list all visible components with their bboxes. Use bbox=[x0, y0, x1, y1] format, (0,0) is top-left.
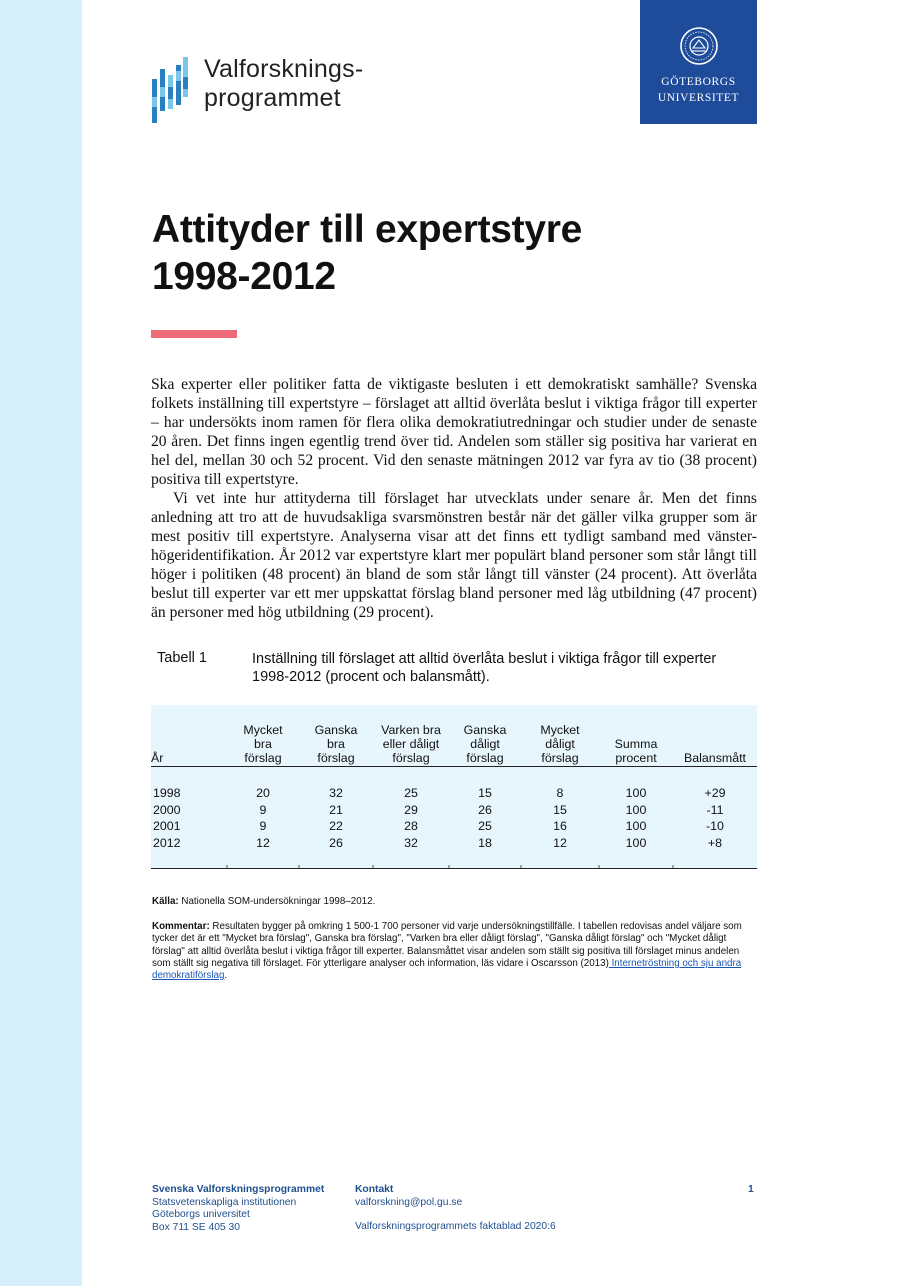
logo-line-2: programmet bbox=[204, 84, 341, 112]
cell-balansmatt: +29 bbox=[704, 786, 726, 800]
source-label: Källa: bbox=[152, 896, 179, 907]
cell-mycket-bra: 20 bbox=[256, 786, 270, 800]
university-name-line-2: UNIVERSITET bbox=[657, 92, 740, 104]
data-table bbox=[151, 723, 757, 851]
comment-text: Resultaten bygger på omkring 1 500-1 700 personer vid varje undersökningstillfälle. I tabellen redovisas andel väljare som tycker det är ett "Mycket bra förslag", Ganska bra förslag", "Varken bra eller dåligt förslag", "Ganska dåligt förslag" och "Mycket dåligt förslag" att alltid överlåta beslut i viktiga frågor till experter. Balansmåttet visar andelen som ställt sig positiva till förslaget minus andelen som ställt sig negativa till förslaget. För ytterligare analyser och information, läs vidare i Oscarsson (2013) bbox=[152, 921, 742, 969]
cell-ganska-daligt: 15 bbox=[478, 786, 492, 800]
logo-line-1: Valforsknings- bbox=[204, 55, 364, 83]
footer-contact bbox=[355, 1184, 655, 1234]
cell-varken: 28 bbox=[404, 819, 418, 833]
table-caption-label: Tabell 1 bbox=[157, 650, 207, 666]
footer-org-line-3: Box 711 SE 405 30 bbox=[152, 1221, 240, 1233]
cell-mycket-daligt: 8 bbox=[556, 786, 564, 800]
body-paragraph-2: Vi vet inte hur attityderna till förslaget har utvecklats under senare år. Men det finns anledning att tro att de huvudsakliga svarsmönstren består när det gäller vilka grupper som är mest positiv till expertstyre. Analyserna visar att det finns ett tydligt samband med vänster-högeridentifikation. År 2012 var expertstyre klart mer populärt bland personer som står långt till höger i politiken (48 procent) än bland de som står långt till vänster (24 procent). Att överlåta beslut till experter var ett mer uppskattat förslag bland personer med låg utbildning (47 procent) än personer med hög utbildning (29 procent). bbox=[151, 490, 757, 621]
table-row bbox=[151, 785, 757, 802]
header-varken: Varken bra eller dåligt förslag bbox=[373, 723, 449, 767]
footer-series: Valforskningsprogrammets faktablad 2020:6 bbox=[355, 1221, 556, 1232]
header-ganska-bra: Ganska bra förslag bbox=[299, 723, 373, 767]
cell-ganska-daligt: 18 bbox=[478, 835, 492, 850]
cell-mycket-bra: 9 bbox=[259, 802, 267, 817]
university-name-line-1: GÖTEBORGS bbox=[661, 76, 736, 88]
page-title bbox=[152, 206, 582, 300]
table-source bbox=[152, 896, 375, 907]
cell-mycket-daligt: 16 bbox=[553, 819, 567, 833]
university-logo bbox=[640, 0, 757, 124]
cell-mycket-daligt: 12 bbox=[553, 835, 567, 850]
footer-contact-heading: Kontakt bbox=[355, 1184, 394, 1195]
title-line-1: Attityder till expertstyre bbox=[152, 208, 582, 251]
valforskning-logo bbox=[152, 55, 392, 125]
cell-year: 2001 bbox=[153, 819, 181, 833]
comment-label: Kommentar: bbox=[152, 921, 210, 932]
side-color-bar bbox=[0, 0, 82, 1286]
cell-year: 1998 bbox=[153, 786, 181, 800]
cell-mycket-daligt: 15 bbox=[553, 802, 567, 817]
cell-varken: 32 bbox=[404, 835, 418, 850]
data-table-container bbox=[151, 705, 757, 869]
cell-summa: 100 bbox=[625, 835, 647, 850]
footer-contact-email[interactable]: valforskning@pol.gu.se bbox=[355, 1196, 463, 1208]
footer-org-line-2: Göteborgs universitet bbox=[152, 1209, 250, 1220]
table-header-row bbox=[151, 723, 757, 767]
body-paragraph-1: Ska experter eller politiker fatta de viktigaste besluten i ett demokratiskt samhälle? Svenska folkets inställning till expertstyre – förslaget att alltid överlåta beslut i viktiga frågor till experter – har undersökts inom ramen för flera olika demokratiutredningar och studier under de senaste 20 åren. Det finns ingen egentlig trend över tid. Andelen som ställer sig positiva har varierat en hel del, mellan 30 och 52 procent. Vid den senaste mätningen 2012 var fyra av tio (38 procent) positiva till expertstyre. bbox=[151, 376, 757, 488]
cell-balansmatt: +8 bbox=[707, 835, 723, 850]
footer-organisation bbox=[152, 1184, 352, 1234]
cell-balansmatt: -11 bbox=[706, 802, 724, 817]
cell-ganska-bra: 32 bbox=[329, 786, 343, 800]
source-text: Nationella SOM-undersökningar 1998–2012. bbox=[178, 896, 376, 907]
table-spacer-row bbox=[151, 767, 757, 786]
footer-org-heading: Svenska Valforskningsprogrammet bbox=[152, 1184, 325, 1195]
cell-summa: 100 bbox=[625, 819, 647, 833]
table-comment bbox=[152, 921, 760, 982]
header-mycket-bra: Mycket bra förslag bbox=[227, 723, 299, 767]
body-text bbox=[151, 375, 757, 622]
cell-year: 2000 bbox=[153, 802, 181, 817]
university-name bbox=[640, 74, 757, 106]
comment-reference-link[interactable]: Internetröstning och sju andra demokratiförslag bbox=[152, 957, 742, 982]
table-caption-text: Inställning till förslaget att alltid överlåta beslut i viktiga frågor till experter 1998-2012 (procent och balansmått). bbox=[252, 651, 717, 685]
logo-text bbox=[204, 55, 363, 113]
table-row bbox=[151, 835, 757, 852]
cell-varken: 25 bbox=[404, 786, 418, 800]
cell-summa: 100 bbox=[625, 802, 647, 817]
page-number: 1 bbox=[748, 1184, 754, 1195]
cell-year: 2012 bbox=[153, 835, 181, 850]
cell-ganska-bra: 22 bbox=[329, 819, 343, 833]
cell-balansmatt: -10 bbox=[706, 819, 724, 833]
cell-mycket-bra: 9 bbox=[259, 819, 267, 833]
bar-chart-logo-icon bbox=[152, 57, 188, 123]
header-year: År bbox=[151, 723, 227, 767]
cell-mycket-bra: 12 bbox=[256, 835, 270, 850]
cell-ganska-bra: 26 bbox=[329, 835, 343, 850]
footer-org-line-1: Statsvetenskapliga institutionen bbox=[152, 1196, 297, 1208]
header-mycket-daligt: Mycket dåligt förslag bbox=[521, 723, 599, 767]
cell-ganska-daligt: 26 bbox=[478, 802, 492, 817]
header-summa: Summa procent bbox=[599, 723, 673, 767]
title-line-2: 1998-2012 bbox=[152, 255, 336, 298]
accent-rule bbox=[151, 330, 237, 338]
table-row bbox=[151, 802, 757, 819]
cell-varken: 29 bbox=[404, 802, 418, 817]
cell-summa: 100 bbox=[625, 786, 647, 800]
comment-end: . bbox=[224, 970, 228, 982]
table-row bbox=[151, 818, 757, 835]
cell-ganska-bra: 21 bbox=[329, 802, 343, 817]
university-seal-icon bbox=[679, 26, 719, 66]
header-ganska-daligt: Ganska dåligt förslag bbox=[449, 723, 521, 767]
header-balansmatt: Balansmått bbox=[673, 723, 757, 767]
cell-ganska-daligt: 25 bbox=[478, 819, 492, 833]
